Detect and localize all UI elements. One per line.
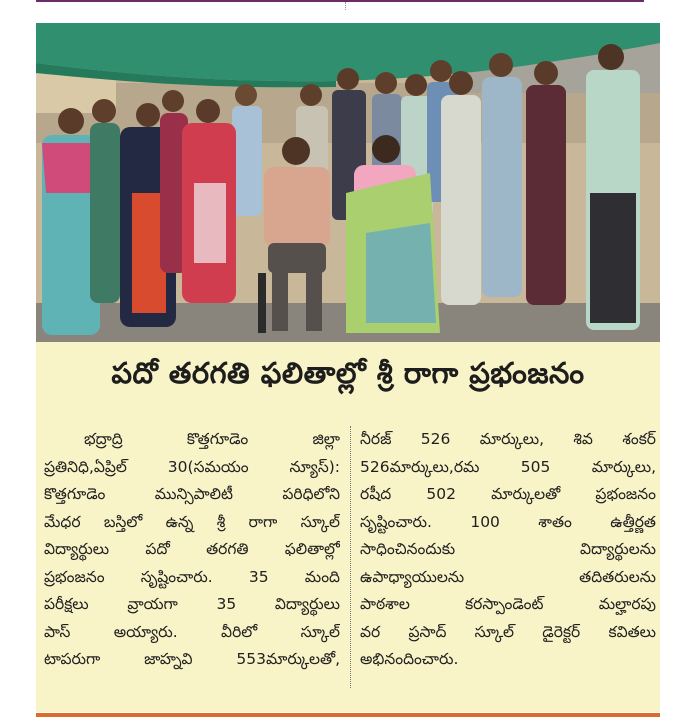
- article-line: భద్రాద్రి కొత్తగూడెం జిల్లా: [84, 430, 340, 448]
- article-right-column: [360, 426, 656, 674]
- column-divider: [350, 426, 351, 688]
- article-line: సృష్టించారు. 100 శాతం ఉత్తీర్ణత: [360, 512, 656, 531]
- article-headline: పదో తరగతి ఫలితాల్లో శ్రీ రాగా ప్రభంజనం: [111, 356, 585, 390]
- top-center-mark: [345, 2, 347, 10]
- article-line: నీరజ్ 526 మార్కులు, శివ శంకర్: [360, 430, 656, 448]
- article-line: రషీద 502 మార్కులతో ప్రభంజనం: [360, 485, 656, 503]
- article-left-column: [44, 426, 340, 674]
- group-photo: [36, 23, 660, 342]
- bottom-border-rule: [36, 713, 660, 717]
- article-line: 526మార్కులు,రమ 505 మార్కులు,: [360, 457, 656, 476]
- news-article: [36, 342, 660, 712]
- article-line: ఉపాధ్యాయులను తదితరులను: [360, 567, 656, 586]
- article-line: విద్యార్థులు పదో తరగతి ఫలితాల్లో: [44, 540, 340, 558]
- article-line: అభినందించారు.: [360, 650, 459, 668]
- article-line: ప్రతినిధి,ఏప్రిల్ 30(సమయం న్యూస్):: [44, 457, 340, 476]
- article-line: టాపరుగా జాహ్నవి 553మార్కులతో,: [44, 650, 340, 668]
- article-line: పరీక్షలు వ్రాయగా 35 విద్యార్థులు: [44, 595, 340, 613]
- article-line: కొత్తగూడెం మున్సిపాలిటీ పరిధిలోని: [44, 485, 340, 503]
- article-line: మేధర బస్తిలో ఉన్న శ్రీ రాగా స్కూల్: [44, 512, 340, 531]
- article-line: ప్రభంజనం సృష్టించారు. 35 మంది: [44, 567, 340, 586]
- article-line: పాస్ అయ్యారు. వీరిలో స్కూల్: [44, 622, 340, 641]
- article-line: సాధించినందుకు విద్యార్థులను: [360, 540, 656, 558]
- article-line: వర ప్రసాద్ స్కూల్ డైరెక్టర్ కవితలు: [360, 622, 656, 641]
- group-photo-illustration: [36, 23, 660, 342]
- top-border-rule: [36, 0, 644, 2]
- article-line: పాఠశాల కరస్పాండెంట్ మల్హారపు: [360, 595, 656, 613]
